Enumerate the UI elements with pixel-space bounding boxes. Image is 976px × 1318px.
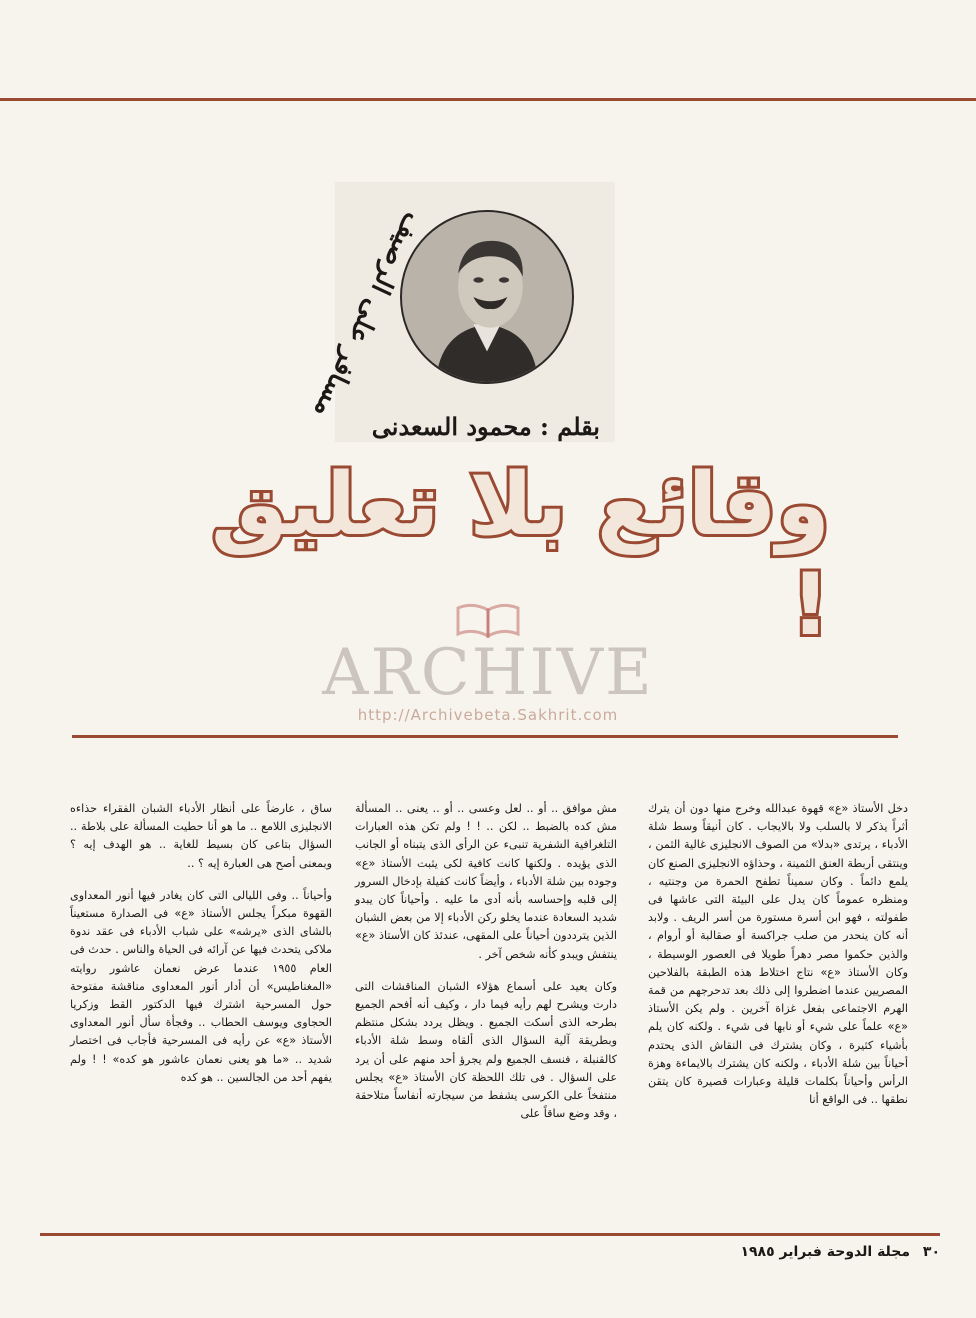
watermark-text: ARCHIVE xyxy=(322,636,654,710)
paragraph: وأحياناً .. وفى الليالى التى كان يغادر فيها أنور المعداوى القهوة مبكراً يجلس الأستاذ «ع» فى الصدارة مستعيناً بالشاى الذى «يرشه» على شباب الأدباء فى عقد ندوة ملاكى يتحدث فيها عن آرائه فى الحياة والناس . حدث فى العام ١٩٥٥ عندما عرض نعمان عاشور روايته «المغناطيس» أن أدار أنور المعداوى مناقشة مفتوحة حول المسرحية اشترك فيها الدكتور القط وزكريا الحجاوى ويوسف الحطاب .. وفجأة سأل أنور المعداوى الأستاذ «ع» عن رأيه فى المسرحية فأجاب فى اختصار شديد .. «ما هو يعنى نعمان عاشور هو كده» ! ! ولم يفهم أحد من الجالسين .. هو كده xyxy=(70,888,333,1084)
issue-date: فبراير ١٩٨٥ xyxy=(740,1244,822,1260)
article-title: وقائع بلا تعليق ! xyxy=(210,455,830,655)
paragraph: مش موافق .. أو .. لعل وعسى .. أو .. يعنى .. المسألة مش كده بالضبط .. لكن .. ! ! ولم تكن هذه العبارات التلغرافية الشفرية تنبىء عن الرأى الذى يتبناه أو الجانب الذى يؤيده . ولكنها كانت كافية لكى يثبت الأستاذ «ع» وجوده بين شلة الأدباء ، وأيضاً كانت كفيلة بإدخال السرور إلى قلبه وإحساسه بأنه أدى ما عليه . وأحياناً كان يبدو شديد السعادة عندما يخلو ركن الأدباء إلا من بعض الشبان الذين يترددون أحياناً على المقهى، عندئذ كان الأستاذ «ع» ينتفش ويبدو كأنه شخص آخر . xyxy=(355,802,617,961)
author-byline: بقلم : محمود السعدنى xyxy=(371,412,600,441)
paragraph: دخل الأستاذ «ع» قهوة عبدالله وخرج منها دون أن يترك أثراً يذكر لا بالسلب ولا بالايجاب . كان أنيقاً وسط شلة الأدباء ، يرتدى «بدلا» من الصوف الانجليزى غالية الثمن ، وينتقى أربطة العنق الثمينة ، وحذاؤه الانجليزى الصنع كان يلمع دائماً . وكان سميناً تطفح الحمرة من وجنتيه ، ومنظره عموماً كان يدل على البيئة التى عاشها فى طفولته ، فهو ابن أسرة مستورة من أسر الريف . ولابد أنه كان ينحدر من صلب جراكسة أو صقالبة أو أروام ، والذين حكموا مصر دهراً طويلا فى العصور الوسيطة ، وكان الأستاذ «ع» نتاج اختلاط هذه الطبقة بالفلاحين المصريين عندما اضطروا إلى ذلك بعد تدحرجهم من قمة الهرم الاجتماعى بفعل غزاة آخرين . ولم يكن الأستاذ «ع» علماً على شيء أو نابها فى شيء . ولكنه كان يلم بأشياء كثيرة ، وكان يشترك فى النقاش الذى يحتدم أحياناً بين شلة الأدباء ، ولكنه كان يشترك بالايماءة وهزة الرأس وأحياناً بكلمات قليلة وعبارات قصيرة كان يتقن نطقها .. فى الواقع أنا xyxy=(648,802,908,1107)
page-number: ٣٠ xyxy=(922,1244,940,1260)
footer-rule xyxy=(40,1233,940,1236)
page-footer xyxy=(600,1244,940,1268)
watermark-url: http://Archivebeta.Sakhrit.com xyxy=(357,706,619,724)
article-column-right xyxy=(648,800,908,1220)
article-column-left xyxy=(70,800,332,1220)
top-rule xyxy=(0,98,976,101)
section-rule xyxy=(72,735,898,738)
series-title: مسافر على الرصيف xyxy=(307,208,429,422)
magazine-name: مجلة الدوحة xyxy=(826,1244,911,1260)
paragraph: ساق ، عارضاً على أنظار الأدباء الشبان الفقراء حذاءه الانجليزى اللامع .. ما هو أنا حطيت المسألة على بلاطة .. السؤال بتاعى كان بسيط للغاية .. هو الهدف إيه ؟ وبمعنى أصح هى العبارة إيه ؟ .. xyxy=(70,802,332,870)
article-column-middle xyxy=(355,800,617,1220)
paragraph: وكان يعيد على أسماع هؤلاء الشبان المناقشات التى دارت ويشرح لهم رأيه فيما دار ، وكيف أنه أفحم الجميع بطرحه الذى أسكت الجميع . ويظل يردد بشكل منتظم وبطريقة آلية السؤال الذى ألقاه وسط شلة الأدباء كالقنبلة ، فنسف الجميع ولم يجرؤ أحد منهم على أن يرد على السؤال . فى تلك اللحظة كان الأستاذ «ع» يجلس منتفخاً على الكرسى يشفط من سيجارته أنفاساً متلاحقة ، وقد وضع ساقاً على xyxy=(355,979,617,1121)
